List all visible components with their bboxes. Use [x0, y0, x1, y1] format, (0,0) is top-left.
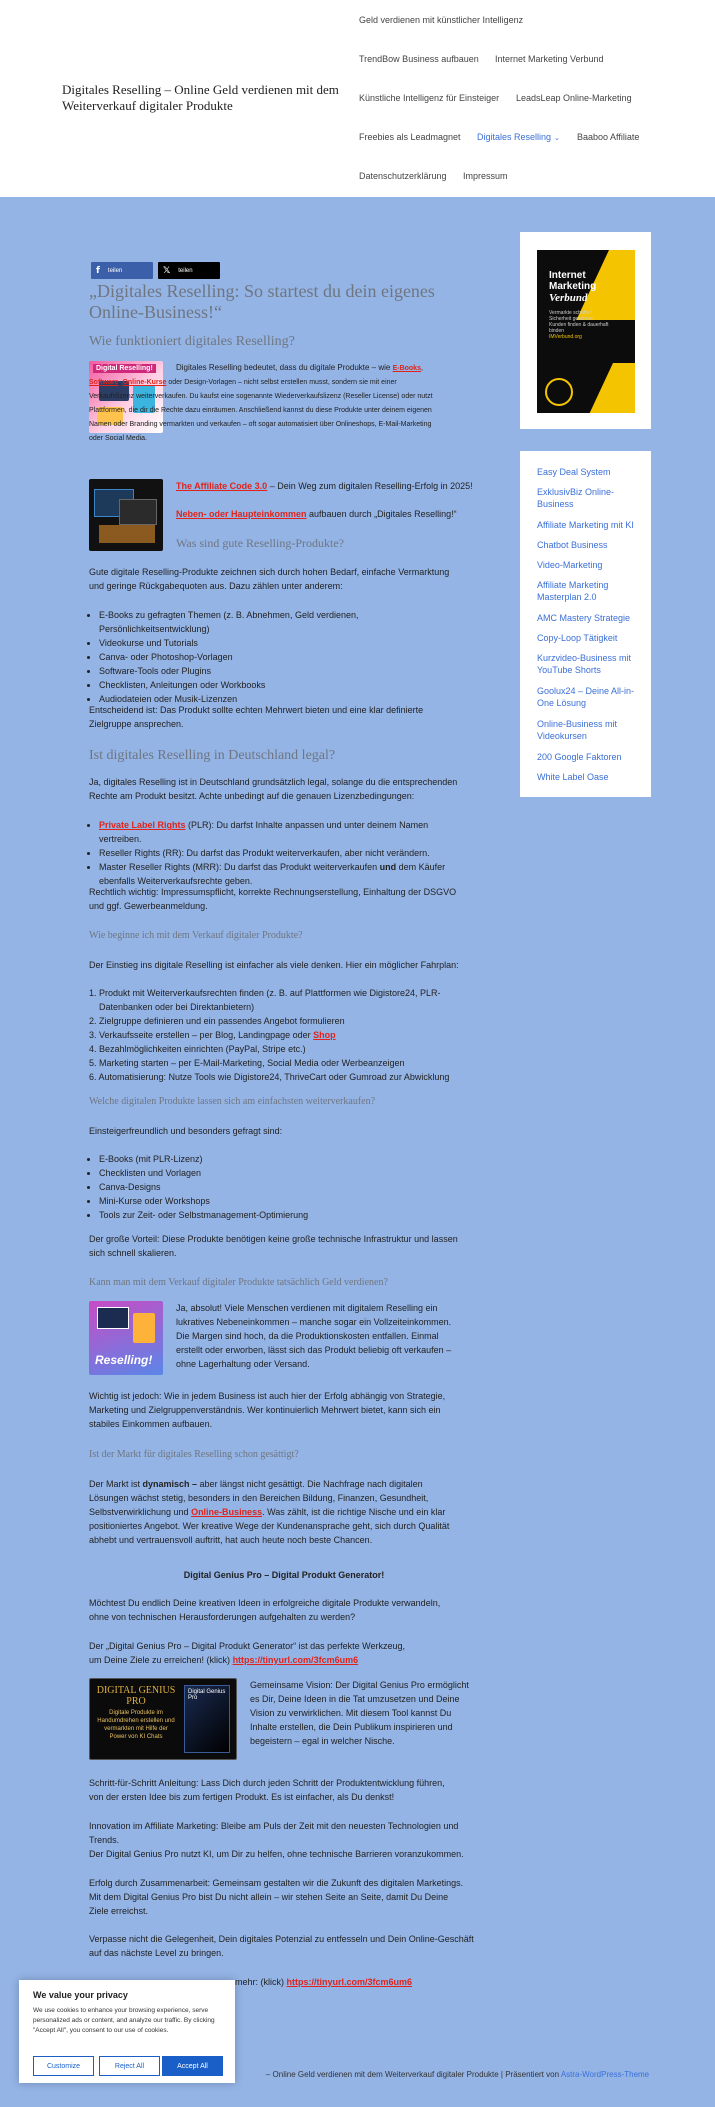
cookie-title: We value your privacy — [33, 1990, 128, 2000]
article-title: „Digitales Reselling: So startest du dein eigenes Online-Business!“ — [89, 281, 435, 322]
sidebar-link[interactable]: ExklusivBiz Online-Business — [537, 487, 615, 509]
ad-title-2: Marketing — [549, 281, 597, 292]
site-title[interactable]: Digitales Reselling – Online Geld verdienen mit dem Weiterverkauf digitaler Produkte — [62, 82, 339, 113]
sidebar-link[interactable]: 200 Google Faktoren — [537, 752, 622, 762]
market-d: . Was zählt, ist die richtige Nische und ein klar positioniertes Angebot. Wer kreative Wege der Kundenansprache geht, sich durch Qualität abhebt und vertrauensvoll auftritt, hat auch heute noch beste Chancen. — [89, 1507, 450, 1545]
neben-line — [176, 507, 476, 521]
vision-paragraph: Gemeinsame Vision: Der Digital Genius Pro ermöglicht es Dir, Deine Ideen in die Tat umzusetzen und Deine Vision zu verwirklichen. Mit diesem Tool kannst Du Inhalte erstellen, die Dein Publikum inspirieren und begeistern – egal in welcher Nische. — [250, 1680, 469, 1746]
sidebar-link[interactable]: Online-Business mit Videokursen — [537, 719, 618, 741]
erfolg-p2: Mit dem Digital Genius Pro bist Du nicht allein – wir stehen Seite an Seite, damit Du Deine Ziele erreichst. — [89, 1892, 449, 1916]
list-item — [89, 1028, 461, 1042]
link-private-label-rights[interactable]: Private Label Rights — [99, 820, 186, 830]
market-c: aber längst nicht gesättigt. Die Nachfrage nach digitalen Lösungen wächst stetig, besonders in den Bereichen Bildung, Finanzen, Gesundheit, Selbstverwirklichung und — [89, 1479, 429, 1517]
mehr-line — [235, 1975, 485, 1989]
heading-start: Wie beginne ich mit dem Verkauf digitaler Produkte? — [89, 930, 303, 941]
share-label: teilen — [107, 267, 123, 274]
footer-theme-link[interactable]: Astra-WordPress-Theme — [560, 2070, 650, 2079]
sidebar-ad-widget — [520, 232, 651, 429]
x-icon: 𝕏 — [163, 265, 171, 276]
list-item: • Checklisten und Vorlagen — [99, 1166, 461, 1180]
sidebar-link[interactable]: Goolux24 – Deine All-in-One Lösung — [537, 686, 635, 708]
list-item — [99, 818, 461, 846]
sidebar-link[interactable]: Affiliate Marketing Masterplan 2.0 — [537, 580, 609, 602]
sidebar-link[interactable]: White Label Oase — [537, 772, 609, 782]
legal-list — [89, 818, 461, 888]
cookie-consent-banner — [19, 1980, 235, 2083]
plr-text: (PLR): Du darfst Inhalte anpassen und unter deinem Namen vertreiben. — [99, 820, 429, 844]
ad-text: Vermarkte schaffen Sicherheit gewinnen Kunden finden & dauerhaft binden — [549, 310, 609, 334]
nav-item-leadsleap[interactable]: LeadsLeap Online-Marketing — [516, 93, 632, 103]
ad-title-1: Internet — [549, 270, 586, 281]
list-item: 5. Marketing starten – per E-Mail-Marketing, Social Media oder Werbeanzeigen — [89, 1058, 405, 1068]
mehr-text: mehr: (klick) — [235, 1977, 287, 1987]
heading-how: Wie funktioniert digitales Reselling? — [89, 334, 295, 349]
accept-all-button[interactable]: Accept All — [162, 2056, 223, 2076]
nav-item-geld-ki[interactable]: Geld verdienen mit künstlicher Intelligenz — [359, 15, 524, 25]
money-paragraph-2: Wichtig ist jedoch: Wie in jedem Business ist auch hier der Erfolg abhängig von Strategie, Marketing und Zielgruppenverständnis. Wer kontinuierlich Mehrwert bietet, kann sich ein stabiles Einkommen aufbauen. — [89, 1391, 446, 1429]
affiliate-code-image — [89, 479, 163, 551]
innov-p2: Der Digital Genius Pro nutzt KI, um Dir zu helfen, ohne technische Barrieren voranzukommen. — [89, 1849, 464, 1859]
easy-paragraph: Einsteigerfreundlich und besonders gefragt sind: — [89, 1126, 283, 1136]
reject-all-button[interactable]: Reject All — [99, 2056, 160, 2076]
nav-item-freebies[interactable]: Freebies als Leadmagnet — [359, 132, 461, 142]
good-end: Entscheidend ist: Das Produkt sollte echten Mehrwert bieten und eine klar definierte Zielgruppe ansprechen. — [89, 705, 424, 729]
market-b: dynamisch – — [142, 1479, 198, 1489]
intro-b: oder Design-Vorlagen – nicht selbst erstellen musst, sondern sie mit einer Verkaufslizenz weiterverkaufen. Du kaufst eine sogenannte Wiederverkaufslizenz (Reseller License) oder nutzt Plattformen, die dir die Rechte dazu einräumen. Anschließend kannst du diese Produkte unter deinem eigenen Namen oder Branding vermarkten und verkaufen – oft sogar automatisiert über Onlineshops, E-Mail-Marketing oder Social Media. — [89, 379, 433, 442]
list-item: • Mini-Kurse oder Workshops — [99, 1194, 461, 1208]
start-steps — [89, 986, 461, 1084]
link-tinyurl-2[interactable]: https://tinyurl.com/3fcm6um6 — [286, 1977, 413, 1987]
comma: , — [118, 379, 123, 386]
erfolg-p1: Erfolg durch Zusammenarbeit: Gemeinsam gestalten wir die Zukunft des digitalen Marketings. — [89, 1878, 464, 1888]
nav-item-digitales-reselling[interactable] — [477, 132, 560, 142]
link-affiliate-code[interactable]: The Affiliate Code 3.0 — [176, 481, 268, 491]
image-caption: Digital Reselling! — [93, 364, 156, 373]
start-paragraph: Der Einstieg ins digitale Reselling ist einfacher als viele denken. Hier ein möglicher Fahrplan: — [89, 960, 459, 970]
verpasse-p1: Verpasse nicht die Gelegenheit, Dein digitales Potenzial zu entfesseln und Dein Online-Geschäft — [89, 1934, 474, 1944]
link-software[interactable]: Software — [89, 379, 119, 386]
list-item: • Audiodateien oder Musik-Lizenzen — [99, 692, 461, 706]
legal-paragraph: Ja, digitales Reselling ist in Deutschland grundsätzlich legal, solange du die entsprechenden Rechte am Produkt besitzt. Achte unbedingt auf die genauen Lizenzbedingungen: — [89, 777, 458, 801]
link-neben-haupteinkommen[interactable]: Neben- oder Haupteinkommen — [176, 509, 307, 519]
genius-title: Digital Genius Pro – Digital Produkt Generator! — [183, 1570, 385, 1580]
footer-text: – Online Geld verdienen mit dem Weiterverkauf digitaler Produkte | Präsentiert von — [265, 2070, 561, 2079]
list-item: 1. Produkt mit Weiterverkaufsrechten finden (z. B. auf Plattformen wie Digistore24, PLR-Datenbanken oder bei Direktanbietern) — [89, 988, 441, 1012]
nav-item-baaboo[interactable]: Baaboo Affiliate — [577, 132, 640, 142]
steps-p1: Schritt-für-Schritt Anleitung: Lass Dich durch jeden Schritt der Produktentwicklung führen, — [89, 1778, 445, 1788]
intro-paragraph — [89, 361, 441, 446]
list-item: • E-Books (mit PLR-Lizenz) — [99, 1152, 461, 1166]
genius-p1: Der „Digital Genius Pro – Digital Produkt Generator“ ist das perfekte Werkzeug, — [89, 1641, 405, 1651]
sidebar-links-widget — [520, 451, 651, 797]
sidebar-link[interactable]: Chatbot Business — [537, 540, 608, 550]
image-caption: Reselling! — [95, 1353, 153, 1367]
list-item: • Software-Tools oder Plugins — [99, 664, 461, 678]
nav-item-imv[interactable]: Internet Marketing Verbund — [495, 54, 604, 64]
nav-item-datenschutz[interactable]: Datenschutzerklärung — [359, 171, 447, 181]
list-item: 6. Automatisierung: Nutze Tools wie Digistore24, ThriveCart oder Gumroad zur Abwicklung — [89, 1072, 450, 1082]
link-tinyurl[interactable]: https://tinyurl.com/3fcm6um6 — [232, 1655, 359, 1665]
sidebar-link[interactable]: Video-Marketing — [537, 560, 603, 570]
money-image — [89, 1301, 163, 1375]
list-item: • Videokurse und Tutorials — [99, 636, 461, 650]
list-item — [99, 860, 461, 888]
affiliate-line — [176, 479, 476, 493]
product-box-label: Digital Genius Pro — [184, 1685, 230, 1753]
easy-list — [89, 1152, 461, 1222]
mrr-b: und — [379, 862, 397, 872]
product-image-title: DIGITAL GENIUS PRO — [96, 1685, 176, 1707]
genius-p2-text: um Deine Ziele zu erreichen! (klick) — [89, 1655, 233, 1665]
facebook-icon: f — [96, 265, 100, 276]
customize-button[interactable]: Customize — [33, 2056, 94, 2076]
mrr-a: Master Reseller Rights (MRR): Du darfst das Produkt weiterverkaufen — [99, 862, 380, 872]
genius-q1: Möchtest Du endlich Deine kreativen Ideen in erfolgreiche digitale Produkte verwandeln, — [89, 1598, 441, 1608]
list-item: • Canva- oder Photoshop-Vorlagen — [99, 650, 461, 664]
chevron-down-icon[interactable]: ⌄ — [554, 135, 560, 142]
link-online-business[interactable]: Online-Business — [191, 1507, 263, 1517]
genius-q2: ohne von technischen Herausforderungen aufgehalten zu werden? — [89, 1612, 356, 1622]
cookie-text: We use cookies to enhance your browsing experience, serve personalized ads or content, and analyze our traffic. By clicking "Accept All", you consent to our use of cookies. — [33, 2007, 215, 2034]
ad-url: IMVerbund.org — [549, 334, 582, 340]
easy-end: Der große Vorteil: Diese Produkte benötigen keine große technische Infrastruktur und lassen sich schnell skalieren. — [89, 1234, 458, 1258]
mrr-c: dem Käufer ebenfalls Weiterverkaufsrechte geben. — [99, 862, 446, 886]
good-products-list — [89, 608, 461, 706]
digital-genius-image — [89, 1678, 237, 1760]
list-item: 4. Bezahlmöglichkeiten einrichten (PayPal, Stripe etc.) — [89, 1044, 306, 1054]
sidebar-link[interactable]: AMC Mastery Strategie — [537, 613, 631, 623]
money-paragraph: Ja, absolut! Viele Menschen verdienen mit digitalem Reselling ein lukratives Nebeneinkommen – manche sogar ein Vollzeiteinkommen. Die Margen sind hoch, da die Produktionskosten entfallen. Einmal erstellt oder erworben, lässt sich das Produkt beliebig oft verkaufen – ohne Lagerhaltung oder Versand. — [176, 1303, 452, 1369]
market-a: Der Markt ist — [89, 1479, 143, 1489]
share-label: teilen — [178, 267, 193, 274]
list-item: 2. Zielgruppe definieren und ein passendes Angebot formulieren — [89, 1016, 345, 1026]
legal-end: Rechtlich wichtig: Impressumspflicht, korrekte Rechnungserstellung, Einhaltung der DSGVO und ggf. Gewerbeanmeldung. — [89, 887, 457, 911]
x-share-button[interactable] — [158, 262, 220, 279]
neben-rest: aufbauen durch „Digitales Reselling!“ — [306, 509, 457, 519]
link-online-kurse[interactable]: Online-Kurse — [122, 379, 167, 386]
sidebar-link[interactable]: Kurzvideo-Business mit YouTube Shorts — [537, 653, 632, 675]
imv-banner[interactable] — [537, 250, 635, 413]
comma: , — [420, 365, 423, 372]
heading-good-products: Was sind gute Reselling-Produkte? — [176, 536, 345, 550]
nav-item-ki-einsteiger[interactable]: Künstliche Intelligenz für Einsteiger — [359, 93, 500, 103]
heading-easy: Welche digitalen Produkte lassen sich am einfachsten weiterverkaufen? — [89, 1096, 376, 1107]
nav-label: Digitales Reselling — [477, 132, 552, 142]
genius-p2 — [89, 1653, 479, 1667]
link-ebooks[interactable]: E-Books — [392, 365, 421, 372]
list-item: • Tools zur Zeit- oder Selbstmanagement-Optimierung — [99, 1208, 461, 1222]
facebook-share-button[interactable] — [91, 262, 153, 279]
innov-p1: Innovation im Affiliate Marketing: Bleibe am Puls der Zeit mit den neuesten Technologien und Trends. — [89, 1821, 459, 1845]
step3-text: 3. Verkaufsseite erstellen – per Blog, Landingpage oder — [89, 1030, 314, 1040]
ad-title-3: Verbund — [549, 292, 588, 304]
market-paragraph — [89, 1477, 461, 1547]
verpasse-p2: auf das nächste Level zu bringen. — [89, 1948, 224, 1958]
link-shop[interactable]: Shop — [313, 1030, 336, 1040]
sidebar-link[interactable]: Affiliate Marketing mit KI — [537, 520, 634, 530]
nav-item-impressum[interactable]: Impressum — [463, 171, 508, 181]
affiliate-rest: – Dein Weg zum digitalen Reselling-Erfolg in 2025! — [267, 481, 473, 491]
sidebar-link[interactable]: Easy Deal System — [537, 467, 611, 477]
list-item: • Checklisten, Anleitungen oder Workbooks — [99, 678, 461, 692]
nav-item-trendbow[interactable]: TrendBow Business aufbauen — [359, 54, 479, 64]
good-paragraph: Gute digitale Reselling-Produkte zeichnen sich durch hohen Bedarf, einfache Vermarktung und geringe Rückgabequoten aus. Dazu zählen unter anderem: — [89, 567, 450, 591]
heading-market: Ist der Markt für digitales Reselling schon gesättigt? — [89, 1449, 299, 1460]
site-header — [0, 0, 715, 197]
product-image-subtitle: Digitale Produkte im Handumdrehen erstellen und vermarkten mit Hilfe der Power von KI Chats — [97, 1710, 175, 1740]
list-item: • E-Books zu gefragten Themen (z. B. Abnehmen, Geld verdienen, Persönlichkeitsentwicklung) — [99, 608, 461, 636]
heading-legal: Ist digitales Reselling in Deutschland legal? — [89, 748, 336, 763]
list-item: • Canva-Designs — [99, 1180, 461, 1194]
list-item: • Reseller Rights (RR): Du darfst das Produkt weiterverkaufen, aber nicht verändern. — [99, 846, 461, 860]
steps-p2: von der ersten Idee bis zum fertigen Produkt. Es ist einfacher, als Du denkst! — [89, 1792, 395, 1802]
intro-a: Digitales Reselling bedeutet, dass du digitale Produkte – wie — [176, 363, 393, 372]
heading-money: Kann man mit dem Verkauf digitaler Produkte tatsächlich Geld verdienen? — [89, 1277, 388, 1288]
sidebar-link[interactable]: Copy-Loop Tätigkeit — [537, 633, 618, 643]
